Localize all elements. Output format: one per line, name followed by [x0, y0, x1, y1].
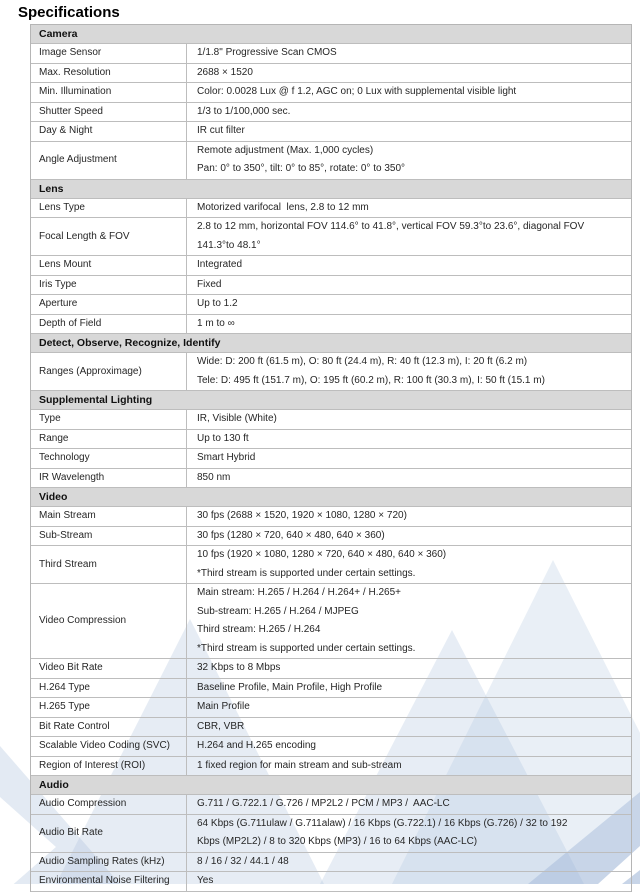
spec-value: [187, 199, 631, 218]
spec-value-line: 2688 × 1520: [197, 66, 253, 78]
spec-row-min-illumination: [31, 83, 631, 103]
section-header-camera: Camera: [31, 25, 631, 44]
spec-row-iris-type: [31, 276, 631, 296]
spec-row-ir-wavelength: [31, 469, 631, 489]
spec-value: [187, 410, 631, 429]
spec-value: [187, 430, 631, 449]
spec-label: Technology: [31, 449, 187, 468]
spec-row-third-stream: [31, 546, 631, 584]
spec-value: [187, 815, 631, 852]
spec-value-line: 10 fps (1920 × 1080, 1280 × 720, 640 × 480, 640 × 360): [197, 549, 447, 560]
spec-row-environmental-noise-filtering: [31, 872, 631, 892]
spec-label: Third Stream: [31, 546, 187, 583]
spec-row-region-of-interest-roi: [31, 757, 631, 777]
spec-value: [187, 103, 631, 122]
spec-row-image-sensor: [31, 44, 631, 64]
spec-row-ranges-approximage: [31, 353, 631, 391]
spec-value: [187, 679, 631, 698]
spec-label: H.264 Type: [31, 679, 187, 698]
spec-label: Focal Length & FOV: [31, 218, 187, 255]
section-header-detect-observe-recognize-identify: Detect, Observe, Recognize, Identify: [31, 334, 631, 353]
spec-value: [187, 698, 631, 717]
spec-row-sub-stream: [31, 527, 631, 547]
spec-row-video-compression: [31, 584, 631, 659]
spec-value: [187, 853, 631, 872]
spec-label: Shutter Speed: [31, 103, 187, 122]
spec-value-line: Kbps (MP2L2) / 8 to 320 Kbps (MP3) / 16 to 64 Kbps (AAC-LC): [197, 836, 478, 847]
spec-row-lens-mount: [31, 256, 631, 276]
spec-label: Video Bit Rate: [31, 659, 187, 678]
spec-value-line: Integrated: [197, 259, 243, 270]
spec-value-line: 30 fps (1280 × 720, 640 × 480, 640 × 360): [197, 529, 385, 541]
spec-value: [187, 353, 631, 390]
spec-row-audio-compression: [31, 795, 631, 815]
spec-row-bit-rate-control: [31, 718, 631, 738]
spec-row-type: [31, 410, 631, 430]
spec-value-line: Yes: [197, 875, 214, 886]
spec-label: Region of Interest (ROI): [31, 757, 187, 776]
spec-value-line: Up to 130 ft: [197, 432, 249, 444]
spec-value-line: 1 fixed region for main stream and sub-stream: [197, 759, 402, 771]
spec-label: Depth of Field: [31, 315, 187, 334]
spec-value-line: 1/1.8" Progressive Scan CMOS: [197, 47, 337, 58]
spec-label: Bit Rate Control: [31, 718, 187, 737]
spec-row-shutter-speed: [31, 103, 631, 123]
spec-label: Angle Adjustment: [31, 142, 187, 179]
spec-sheet-page: [0, 4, 640, 892]
spec-value: [187, 449, 631, 468]
spec-label: Main Stream: [31, 507, 187, 526]
spec-value-line: 2.8 to 12 mm, horizontal FOV 114.6° to 41.8°, vertical FOV 59.3°to 23.6°, diagonal FOV: [197, 221, 585, 232]
spec-row-technology: [31, 449, 631, 469]
section-header-video: Video: [31, 488, 631, 507]
spec-label: Environmental Noise Filtering: [31, 872, 187, 891]
spec-label: Type: [31, 410, 187, 429]
spec-value: [187, 218, 631, 255]
spec-label: Ranges (Approximage): [31, 353, 187, 390]
spec-value-line: Tele: D: 495 ft (151.7 m), O: 195 ft (60.2 m), R: 100 ft (30.3 m), I: 50 ft (15.1 m): [197, 374, 545, 386]
spec-value-line: Baseline Profile, Main Profile, High Profile: [197, 681, 383, 693]
spec-row-lens-type: [31, 199, 631, 219]
spec-value-line: G.711 / G.722.1 / G.726 / MP2L2 / PCM / MP3 / AAC-LC: [197, 798, 450, 809]
spec-value-line: Smart Hybrid: [197, 452, 256, 463]
spec-value: [187, 737, 631, 756]
spec-label: Audio Sampling Rates (kHz): [31, 853, 187, 872]
spec-label: Audio Bit Rate: [31, 815, 187, 852]
spec-value-line: Pan: 0° to 350°, tilt: 0° to 85°, rotate: 0° to 350°: [197, 163, 406, 174]
spec-value-line: Sub-stream: H.265 / H.264 / MJPEG: [197, 605, 359, 617]
spec-row-audio-sampling-rates-khz: [31, 853, 631, 873]
spec-value: [187, 295, 631, 314]
spec-value-line: Remote adjustment (Max. 1,000 cycles): [197, 144, 374, 156]
section-header-audio: Audio: [31, 776, 631, 795]
spec-value-line: 32 Kbps to 8 Mbps: [197, 662, 281, 673]
spec-value-line: CBR, VBR: [197, 720, 245, 732]
spec-row-range: [31, 430, 631, 450]
spec-value-line: Color: 0.0028 Lux @ f 1.2, AGC on; 0 Lux with supplemental visible light: [197, 86, 517, 97]
spec-label: H.265 Type: [31, 698, 187, 717]
spec-label: Lens Type: [31, 199, 187, 218]
spec-value-line: Fixed: [197, 278, 222, 290]
spec-value-line: Up to 1.2: [197, 298, 238, 309]
spec-value: [187, 44, 631, 63]
spec-value-line: 1 m to ∞: [197, 317, 235, 329]
spec-value: [187, 507, 631, 526]
spec-row-h-264-type: [31, 679, 631, 699]
spec-row-scalable-video-coding-svc: [31, 737, 631, 757]
spec-value: [187, 584, 631, 658]
spec-row-focal-length-fov: [31, 218, 631, 256]
spec-value: [187, 122, 631, 141]
spec-value: [187, 546, 631, 583]
spec-value: [187, 276, 631, 295]
spec-value-line: IR cut filter: [197, 125, 245, 136]
spec-value: [187, 795, 631, 814]
spec-label: Audio Compression: [31, 795, 187, 814]
spec-row-day-night: [31, 122, 631, 142]
spec-row-video-bit-rate: [31, 659, 631, 679]
spec-value: [187, 142, 631, 179]
spec-value: [187, 64, 631, 83]
spec-label: Lens Mount: [31, 256, 187, 275]
spec-row-audio-bit-rate: [31, 815, 631, 853]
spec-value-line: H.264 and H.265 encoding: [197, 740, 316, 751]
spec-value-line: 850 nm: [197, 471, 231, 483]
spec-label: Aperture: [31, 295, 187, 314]
spec-value-line: Motorized varifocal lens, 2.8 to 12 mm: [197, 201, 369, 213]
spec-row-h-265-type: [31, 698, 631, 718]
spec-label: IR Wavelength: [31, 469, 187, 488]
spec-value-line: Wide: D: 200 ft (61.5 m), O: 80 ft (24.4 m), R: 40 ft (12.3 m), I: 20 ft (6.2 m): [197, 356, 528, 367]
spec-value-line: *Third stream is supported under certain settings.: [197, 642, 416, 654]
spec-value-line: Main stream: H.265 / H.264 / H.264+ / H.265+: [197, 587, 401, 598]
spec-label: Video Compression: [31, 584, 187, 658]
spec-value-line: 141.3°to 48.1°: [197, 239, 261, 251]
spec-value-line: *Third stream is supported under certain settings.: [197, 567, 416, 579]
spec-value: [187, 718, 631, 737]
spec-value-line: 64 Kbps (G.711ulaw / G.711alaw) / 16 Kbps (G.722.1) / 16 Kbps (G.726) / 32 to 192: [197, 817, 568, 829]
spec-value-line: Third stream: H.265 / H.264: [197, 624, 321, 635]
spec-row-angle-adjustment: [31, 142, 631, 180]
spec-value-line: IR, Visible (White): [197, 413, 277, 424]
page-title: Specifications: [18, 4, 120, 21]
spec-value: [187, 757, 631, 776]
section-header-lens: Lens: [31, 180, 631, 199]
spec-row-max-resolution: [31, 64, 631, 84]
spec-value-line: 1/3 to 1/100,000 sec.: [197, 105, 291, 117]
spec-value-line: Main Profile: [197, 701, 250, 712]
spec-label: Iris Type: [31, 276, 187, 295]
spec-value: [187, 315, 631, 334]
spec-label: Image Sensor: [31, 44, 187, 63]
spec-value: [187, 659, 631, 678]
spec-value-line: 30 fps (2688 × 1520, 1920 × 1080, 1280 × 720): [197, 510, 407, 521]
spec-value: [187, 527, 631, 546]
spec-row-depth-of-field: [31, 315, 631, 335]
spec-label: Range: [31, 430, 187, 449]
spec-value-line: 8 / 16 / 32 / 44.1 / 48: [197, 855, 289, 867]
spec-label: Max. Resolution: [31, 64, 187, 83]
spec-table: [30, 24, 632, 892]
spec-row-aperture: [31, 295, 631, 315]
spec-label: Day & Night: [31, 122, 187, 141]
spec-value: [187, 83, 631, 102]
spec-value: [187, 872, 631, 891]
spec-value: [187, 256, 631, 275]
spec-row-main-stream: [31, 507, 631, 527]
spec-value: [187, 469, 631, 488]
spec-label: Scalable Video Coding (SVC): [31, 737, 187, 756]
spec-label: Sub-Stream: [31, 527, 187, 546]
section-header-supplemental-lighting: Supplemental Lighting: [31, 391, 631, 410]
spec-label: Min. Illumination: [31, 83, 187, 102]
